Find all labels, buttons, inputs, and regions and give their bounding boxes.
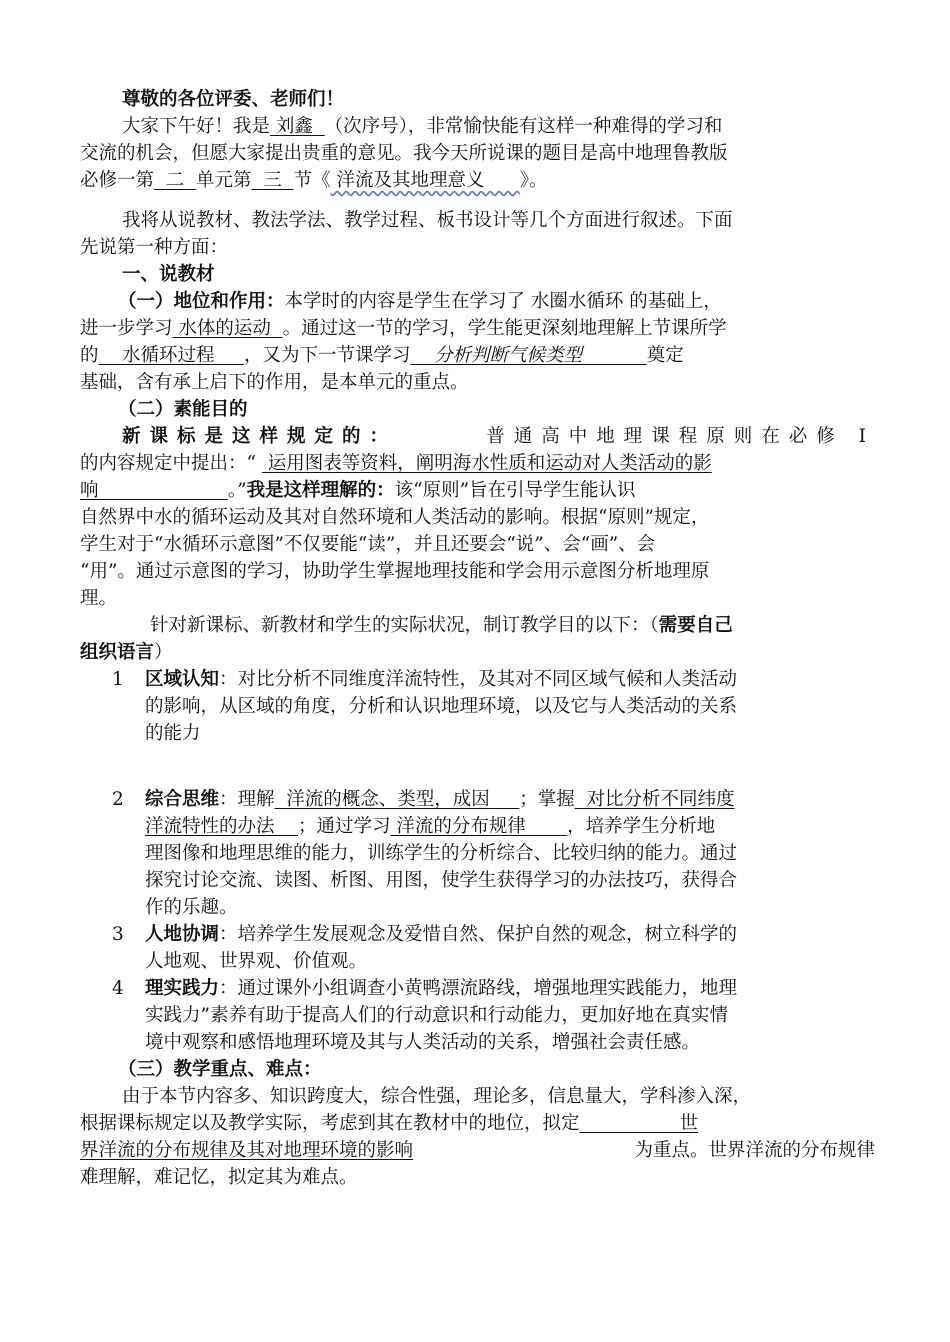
- blank: [580, 1113, 680, 1134]
- section-blank: 三: [251, 170, 294, 191]
- goals-line-3: [80, 477, 875, 504]
- text: 必修一第: [80, 170, 155, 191]
- text: 该“原则”旨在引导学生能认识: [394, 480, 636, 501]
- item-label: 理实践力: [145, 978, 220, 999]
- goals-heading: （二）素能目的: [118, 399, 248, 420]
- goal-item-2: [80, 786, 875, 813]
- spacer: [80, 194, 875, 207]
- goals-line-1: [80, 423, 875, 450]
- goals-line-6: “用”。通过示意图的学习，协助学生掌握地理技能和学会用示意图分析地理原: [80, 561, 710, 582]
- text: 为重点。世界洋流的分布规律: [634, 1140, 875, 1161]
- item-number: 2: [112, 789, 124, 810]
- key-line-4: 难理解，难记忆，拟定其为难点。: [80, 1167, 358, 1188]
- overview-line-2: 先说第一种方面：: [80, 237, 229, 258]
- text: 奠定: [646, 345, 684, 366]
- text: 。通过这一节的学习，学生能更深刻地理解上节课所学: [282, 318, 727, 339]
- text: 大家下午好！我是: [122, 116, 271, 137]
- next-lesson-blank: 分析判断气候类型: [410, 345, 647, 366]
- text: 需要自己: [658, 615, 733, 636]
- position-heading: （一）地位和作用：: [118, 291, 285, 312]
- text: 针对新课标、新教材和学生的实际状况，制订教学目的以下：（: [150, 615, 659, 636]
- goals-line-7: 理。: [80, 588, 118, 609]
- speaker-name-blank: 刘鑫: [270, 116, 325, 137]
- topic-blank: 水体的运动: [172, 318, 283, 339]
- previous-lesson-blank: 水循环过程: [98, 345, 244, 366]
- position-line-3: [80, 342, 875, 369]
- text: ：通过课外小组调查小黄鸭漂流路线，增强地理实践能力，地理: [219, 978, 738, 999]
- text: ：对比分析不同维度洋流特性，及其对不同区域气候和人类活动: [219, 669, 738, 690]
- item-number: 1: [112, 669, 124, 690]
- goal-item-1-line-3: 的能力: [145, 723, 201, 744]
- item-label: 综合思维: [145, 789, 220, 810]
- goal-item-2-line-5: 作的乐趣。: [145, 897, 238, 918]
- intro-line-2: 交流的机会，但愿大家提出贵重的意见。我今天所说课的题目是高中地理鲁教版: [80, 143, 728, 164]
- greeting: 尊敬的各位评委、老师们！: [122, 89, 345, 110]
- text: 节《: [293, 170, 331, 191]
- text: ：培养学生发展观念及爱惜自然、保护自然的观念，树立科学的: [219, 924, 738, 945]
- text: 的: [80, 345, 99, 366]
- goal-item-1: [80, 666, 875, 693]
- blank-distribution: 洋流的分布规律: [390, 816, 568, 837]
- goals-line-8: [80, 612, 875, 639]
- key-line-3: [80, 1137, 875, 1164]
- text: ；通过学习: [298, 816, 391, 837]
- intro-line-1: [80, 113, 875, 140]
- position-line-2: [80, 315, 875, 342]
- goal-item-3-line-2: 人地观、世界观、价值观。: [145, 951, 368, 972]
- text: ；掌握: [519, 789, 575, 810]
- position-line-1: [80, 288, 875, 315]
- overview-line-1: 我将从说教材、教法学法、教学过程、板书设计等几个方面进行叙述。下面: [122, 210, 733, 231]
- goal-item-2-line-4: 探究讨论交流、读图、析图、用图，使学生获得学习的办法技巧，获得合: [145, 870, 738, 891]
- text: 单元第: [196, 170, 252, 191]
- goal-item-4-line-2: 实践力”素养有助于提高人们的行动意识和行动能力，更加好地在真实情: [145, 1005, 728, 1026]
- item-number: 4: [112, 978, 124, 999]
- text: 组织语言: [80, 642, 155, 663]
- intro-line-3: [80, 167, 875, 194]
- goal-item-2-line-3: 理图像和地理思维的能力，训练学生的分析综合、比较归纳的能力。通过: [145, 843, 738, 864]
- key-line-2: [80, 1110, 875, 1137]
- text: 》。: [519, 170, 548, 191]
- key-points-heading: （三）教学重点、难点：: [118, 1059, 322, 1080]
- text: ，培养学生分析地: [567, 816, 716, 837]
- goal-item-4: [80, 975, 875, 1002]
- text: ）: [154, 642, 173, 663]
- blank-method: 对比分析不同纬度: [574, 789, 735, 810]
- text: 的内容规定中提出：“: [80, 453, 262, 474]
- understanding-label: 我是这样理解的：: [246, 480, 395, 501]
- text: ：理解: [219, 789, 275, 810]
- text: 普通高中地理课程原则在必修 I: [486, 426, 875, 447]
- goals-line-9: [80, 639, 875, 666]
- spacer: [80, 747, 875, 786]
- text: 根据课标规定以及教学实际，考虑到其在教材中的地位，拟定: [80, 1113, 580, 1134]
- goal-item-3: [80, 921, 875, 948]
- goal-item-2-line-2: [80, 813, 875, 840]
- item-label: 区域认知: [145, 669, 220, 690]
- standard-quote-cont: 响: [80, 480, 228, 501]
- item-number: 3: [112, 924, 124, 945]
- unit-blank: 二: [154, 170, 197, 191]
- goals-line-5: 学生对于“水循环示意图”不仅要能“读”，并且还要会“说”、会“画”、会: [80, 534, 656, 555]
- lesson-title: 洋流及其地理意义: [330, 170, 520, 191]
- blank-concept: 洋流的概念、类型，成因: [274, 789, 520, 810]
- key-point-text-cont: 界洋流的分布规律及其对地理环境的影响: [80, 1140, 414, 1161]
- text: 。”: [227, 480, 247, 501]
- blank-method-cont: 洋流特性的办法: [145, 816, 299, 837]
- key-point-text: 世: [679, 1113, 699, 1134]
- text: （次序号），非常愉快能有这样一种难得的学习和: [324, 116, 723, 137]
- goal-item-4-line-3: 境中观察和感悟地理环境及其与人类活动的关系，增强社会责任感。: [145, 1032, 701, 1053]
- key-line-1: 由于本节内容多、知识跨度大，综合性强，理论多，信息量大，学科渗入深，: [122, 1086, 752, 1107]
- goal-item-1-line-2: 的影响，从区域的角度，分析和认识地理环境，以及它与人类活动的关系: [145, 696, 738, 717]
- position-line-4: 基础，含有承上启下的作用，是本单元的重点。: [80, 372, 469, 393]
- section-heading-textbook: 一、说教材: [122, 264, 215, 285]
- text: 进一步学习: [80, 318, 173, 339]
- item-label: 人地协调: [145, 924, 220, 945]
- standard-label: 新课标是这样规定的：: [122, 426, 398, 447]
- goals-line-4: 自然界中水的循环运动及其对自然环境和人类活动的影响。根据“原则”规定，: [80, 507, 710, 528]
- document-page: [80, 86, 875, 1191]
- text: ，又为下一节课学习: [243, 345, 411, 366]
- text: 本学时的内容是学生在学习了 水圈水循环 的基础上，: [284, 291, 722, 312]
- standard-quote: 运用图表等资料，阐明海水性质和运动对人类活动的影: [261, 453, 712, 474]
- goals-line-2: [80, 450, 875, 477]
